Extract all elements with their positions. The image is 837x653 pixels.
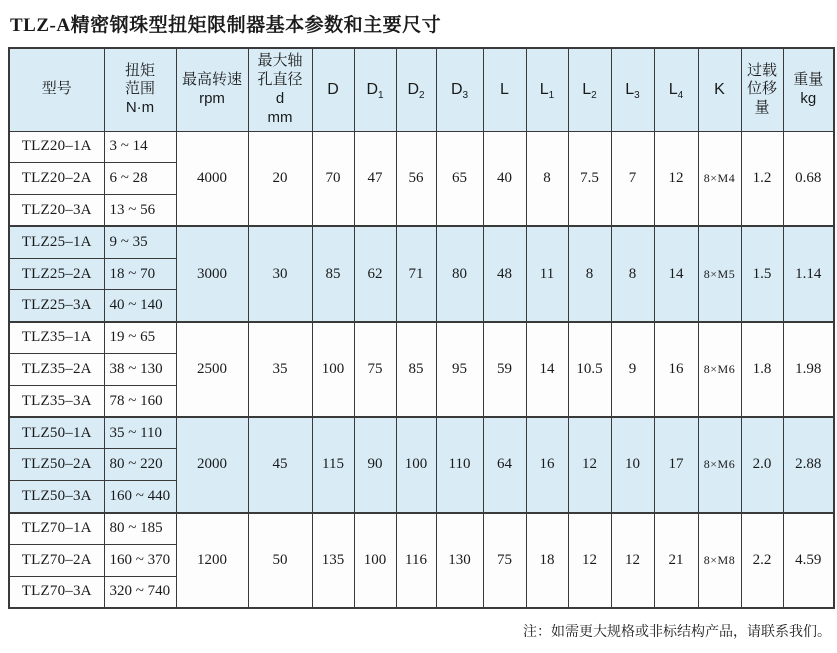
model-cell: TLZ25–2A [9, 258, 104, 290]
shared-cell-L4: 14 [654, 226, 698, 321]
torque-range-cell: 9 ~ 35 [104, 226, 176, 258]
model-cell: TLZ50–1A [9, 417, 104, 449]
shared-cell-L2: 12 [568, 417, 611, 512]
torque-range-cell: 3 ~ 14 [104, 131, 176, 163]
torque-range-cell: 160 ~ 370 [104, 544, 176, 576]
table-row [9, 131, 834, 163]
torque-range-cell: 80 ~ 185 [104, 513, 176, 545]
header-cell-L2: $L_2$ [568, 48, 611, 131]
model-cell: TLZ20–2A [9, 163, 104, 195]
shared-cell-D2: 85 [396, 322, 436, 417]
shared-cell-max_bore_d_mm: 50 [248, 513, 312, 608]
shared-cell-max_bore_d_mm: 45 [248, 417, 312, 512]
torque-range-cell: 78 ~ 160 [104, 385, 176, 417]
shared-cell-L2: 7.5 [568, 131, 611, 226]
shared-cell-D2: 56 [396, 131, 436, 226]
page-title: TLZ-A精密钢珠型扭矩限制器基本参数和主要尺寸 [10, 15, 442, 36]
shared-cell-L: 59 [483, 322, 526, 417]
shared-cell-D2: 71 [396, 226, 436, 321]
model-cell: TLZ70–2A [9, 544, 104, 576]
shared-cell-L3: 10 [611, 417, 654, 512]
shared-cell-weight_kg: 1.98 [783, 322, 834, 417]
shared-cell-max_speed_rpm: 1200 [176, 513, 248, 608]
table-row [9, 322, 834, 354]
shared-cell-L4: 12 [654, 131, 698, 226]
shared-cell-L4: 21 [654, 513, 698, 608]
shared-cell-K: 8×M5 [698, 226, 741, 321]
shared-cell-K: 8×M6 [698, 322, 741, 417]
shared-cell-D: 70 [312, 131, 354, 226]
footnote: 注：如需更大规格或非标结构产品，请联系我们。 [523, 624, 831, 640]
torque-range-cell: 18 ~ 70 [104, 258, 176, 290]
torque-range-cell: 80 ~ 220 [104, 449, 176, 481]
shared-cell-weight_kg: 0.68 [783, 131, 834, 226]
shared-cell-L1: 16 [526, 417, 568, 512]
shared-cell-overload_displacement: 2.2 [741, 513, 783, 608]
torque-range-cell: 38 ~ 130 [104, 354, 176, 386]
shared-cell-D3: 130 [436, 513, 483, 608]
header-cell-D: D [312, 48, 354, 131]
shared-cell-D2: 116 [396, 513, 436, 608]
shared-cell-overload_displacement: 1.5 [741, 226, 783, 321]
shared-cell-L4: 17 [654, 417, 698, 512]
header-cell-L: L [483, 48, 526, 131]
shared-cell-L2: 8 [568, 226, 611, 321]
header-row [9, 48, 834, 131]
header-cell-K: K [698, 48, 741, 131]
header-cell-overload-displacement: 过载 位移 量 [741, 48, 783, 131]
shared-cell-max_speed_rpm: 2500 [176, 322, 248, 417]
shared-cell-L1: 14 [526, 322, 568, 417]
model-cell: TLZ50–2A [9, 449, 104, 481]
shared-cell-L3: 7 [611, 131, 654, 226]
torque-range-cell: 40 ~ 140 [104, 290, 176, 322]
shared-cell-L1: 11 [526, 226, 568, 321]
shared-cell-weight_kg: 4.59 [783, 513, 834, 608]
model-cell: TLZ35–3A [9, 385, 104, 417]
model-cell: TLZ20–1A [9, 131, 104, 163]
shared-cell-max_speed_rpm: 2000 [176, 417, 248, 512]
header-cell-L1: $L_1$ [526, 48, 568, 131]
shared-cell-L4: 16 [654, 322, 698, 417]
shared-cell-overload_displacement: 2.0 [741, 417, 783, 512]
torque-range-cell: 13 ~ 56 [104, 195, 176, 227]
shared-cell-D3: 80 [436, 226, 483, 321]
shared-cell-weight_kg: 2.88 [783, 417, 834, 512]
shared-cell-D3: 95 [436, 322, 483, 417]
shared-cell-D3: 65 [436, 131, 483, 226]
header-cell-L4: $L_4$ [654, 48, 698, 131]
model-cell: TLZ25–1A [9, 226, 104, 258]
model-cell: TLZ25–3A [9, 290, 104, 322]
shared-cell-weight_kg: 1.14 [783, 226, 834, 321]
model-cell: TLZ35–1A [9, 322, 104, 354]
shared-cell-max_speed_rpm: 3000 [176, 226, 248, 321]
shared-cell-L2: 12 [568, 513, 611, 608]
table-body [9, 131, 834, 608]
shared-cell-K: 8×M8 [698, 513, 741, 608]
spec-table [8, 47, 835, 609]
shared-cell-L: 64 [483, 417, 526, 512]
model-cell: TLZ70–1A [9, 513, 104, 545]
shared-cell-L2: 10.5 [568, 322, 611, 417]
shared-cell-max_bore_d_mm: 30 [248, 226, 312, 321]
shared-cell-D1: 100 [354, 513, 396, 608]
torque-range-cell: 19 ~ 65 [104, 322, 176, 354]
shared-cell-D: 85 [312, 226, 354, 321]
shared-cell-D1: 75 [354, 322, 396, 417]
shared-cell-D: 100 [312, 322, 354, 417]
table-header [9, 48, 834, 131]
shared-cell-K: 8×M4 [698, 131, 741, 226]
shared-cell-L1: 8 [526, 131, 568, 226]
shared-cell-D3: 110 [436, 417, 483, 512]
shared-cell-L3: 9 [611, 322, 654, 417]
torque-range-cell: 160 ~ 440 [104, 481, 176, 513]
model-cell: TLZ35–2A [9, 354, 104, 386]
model-cell: TLZ50–3A [9, 481, 104, 513]
shared-cell-L1: 18 [526, 513, 568, 608]
table-row [9, 417, 834, 449]
shared-cell-L3: 8 [611, 226, 654, 321]
torque-range-cell: 320 ~ 740 [104, 576, 176, 608]
header-cell-torque-range: 扭矩 范围 N·m [104, 48, 176, 131]
header-cell-max-speed: 最高转速 rpm [176, 48, 248, 131]
torque-range-cell: 35 ~ 110 [104, 417, 176, 449]
header-cell-D3: $D_3$ [436, 48, 483, 131]
table-row [9, 513, 834, 545]
shared-cell-D1: 90 [354, 417, 396, 512]
shared-cell-overload_displacement: 1.8 [741, 322, 783, 417]
torque-range-cell: 6 ~ 28 [104, 163, 176, 195]
shared-cell-L: 48 [483, 226, 526, 321]
table-row [9, 226, 834, 258]
shared-cell-max_bore_d_mm: 35 [248, 322, 312, 417]
header-cell-D2: $D_2$ [396, 48, 436, 131]
shared-cell-D: 135 [312, 513, 354, 608]
shared-cell-overload_displacement: 1.2 [741, 131, 783, 226]
shared-cell-D: 115 [312, 417, 354, 512]
header-cell-model: 型号 [9, 48, 104, 131]
header-cell-max-bore: 最大轴 孔直径 d mm [248, 48, 312, 131]
model-cell: TLZ20–3A [9, 195, 104, 227]
shared-cell-max_speed_rpm: 4000 [176, 131, 248, 226]
header-cell-weight: 重量 kg [783, 48, 834, 131]
shared-cell-D1: 47 [354, 131, 396, 226]
header-cell-D1: $D_1$ [354, 48, 396, 131]
shared-cell-L: 40 [483, 131, 526, 226]
shared-cell-K: 8×M6 [698, 417, 741, 512]
shared-cell-D2: 100 [396, 417, 436, 512]
shared-cell-D1: 62 [354, 226, 396, 321]
shared-cell-L3: 12 [611, 513, 654, 608]
model-cell: TLZ70–3A [9, 576, 104, 608]
header-cell-L3: $L_3$ [611, 48, 654, 131]
shared-cell-L: 75 [483, 513, 526, 608]
shared-cell-max_bore_d_mm: 20 [248, 131, 312, 226]
